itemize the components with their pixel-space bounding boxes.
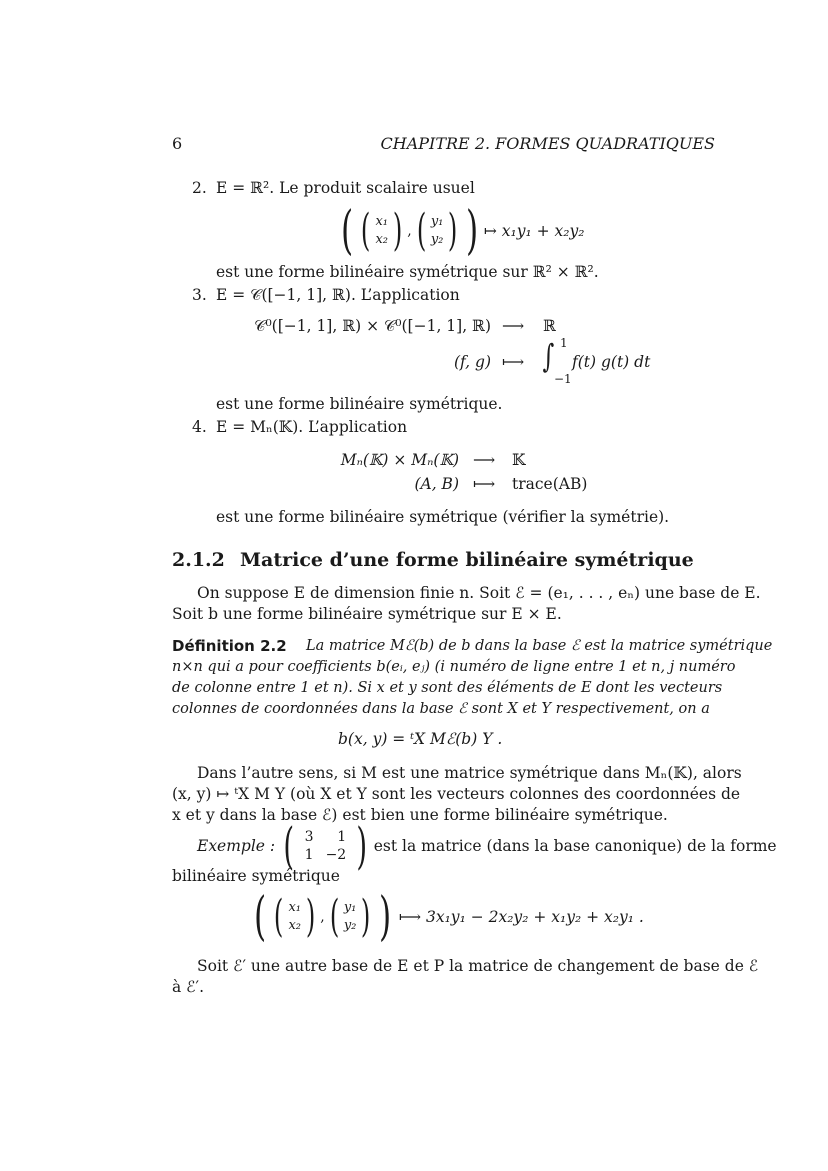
vector-y: y₁ y₂ xyxy=(430,214,444,247)
big-right-paren: ) xyxy=(465,201,478,261)
running-title: CHAPITRE 2. FORMES QUADRATIQUES xyxy=(380,134,715,153)
example-4-codomain: 𝕂 xyxy=(512,451,526,469)
converse-line-2: (x, y) ↦ ᵗX M Y (où X et Y sont les vecteurs colonnes des coordonnées de xyxy=(172,785,741,803)
integral-sign: ∫ xyxy=(542,337,555,375)
example-4-intro: E = Mₙ(𝕂). L’application xyxy=(216,418,408,436)
converse-line-3: x et y dans la base ℰ) est bien une forme bilinéaire symétrique. xyxy=(172,806,668,824)
vector-x: x₁ x₂ xyxy=(288,900,302,933)
closing-line-1: Soit ℰ′ une autre base de E et P la matrice de changement de base de ℰ xyxy=(197,957,759,975)
example-4-number: 4. xyxy=(192,418,207,436)
converse-line-1: Dans l’autre sens, si M est une matrice symétrique dans Mₙ(𝕂), alors xyxy=(197,764,742,782)
section-title: Matrice d’une forme bilinéaire symétrique xyxy=(240,549,694,571)
big-left-paren: ( xyxy=(341,201,354,261)
integral-upper-bound: 1 xyxy=(560,336,568,350)
example-4-domain: Mₙ(𝕂) × Mₙ(𝕂) xyxy=(340,451,459,469)
example-2-number: 2. xyxy=(192,179,207,197)
section-intro-line-2: Soit b une forme bilinéaire symétrique sur E × E. xyxy=(172,605,562,623)
vector-y: y₁ y₂ xyxy=(343,900,357,933)
example-2-after: est une forme bilinéaire symétrique sur ℝ² × ℝ². xyxy=(216,263,599,281)
definition-line-3: de colonne entre 1 et n). Si x et y sont des éléments de E dont les vecteurs xyxy=(172,680,723,696)
example-2-formula: ( ( x₁ x₂ ) , ( y₁ y₂ ) ) ↦ x₁y₁ + x₂y₂ xyxy=(341,201,585,261)
example-3-codomain: ℝ xyxy=(543,317,556,335)
example-3-integrand: f(t) g(t) dt xyxy=(572,353,651,371)
example-4-pair: (A, B) xyxy=(414,475,459,493)
example-3-intro: E = 𝒞([−1, 1], ℝ). L’application xyxy=(216,286,460,304)
exemple-text: est la matrice (dans la base canonique) de la forme xyxy=(373,836,777,855)
definition-line-4: colonnes de coordonnées dans la base ℰ sont X et Y respectivement, on a xyxy=(172,701,710,717)
definition-line-2: n×n qui a pour coefficients b(eᵢ, eⱼ) (i numéro de ligne entre 1 et n, j numéro xyxy=(172,659,736,675)
vector-x: x₁ x₂ xyxy=(375,214,389,247)
exemple-line-2: bilinéaire symétrique xyxy=(172,867,340,885)
exemple-rhs: ⟼ 3x₁y₁ − 2x₂y₂ + x₁y₂ + x₂y₁ . xyxy=(398,907,644,926)
section-intro-line-1: On suppose E de dimension finie n. Soit ℰ = (e₁, . . . , eₙ) une base de E. xyxy=(197,584,761,602)
page-number: 6 xyxy=(172,134,183,153)
example-2-intro: E = ℝ². Le produit scalaire usuel xyxy=(216,179,475,197)
example-2-rhs: ↦ x₁y₁ + x₂y₂ xyxy=(483,221,585,240)
closing-line-2: à ℰ′. xyxy=(172,978,204,996)
exemple-label: Exemple : xyxy=(197,836,276,855)
definition-label: Définition 2.2 xyxy=(172,637,287,655)
section-number: 2.1.2 xyxy=(172,549,225,571)
example-matrix: 3 1 1 −2 xyxy=(304,829,347,863)
exemple-line: Exemple : ( 3 1 1 −2 ) est la matrice (dans la base canonique) de la forme xyxy=(197,817,777,875)
exemple-formula: ( ( x₁ x₂ ) , ( y₁ y₂ ) ) ⟼ 3x₁y₁ − 2x₂y₂ + x₁y₂ + x₂y₁ . xyxy=(254,887,644,947)
example-3-arrow2: ⟼ xyxy=(502,353,525,371)
example-3-after: est une forme bilinéaire symétrique. xyxy=(216,395,503,413)
example-4-image: trace(AB) xyxy=(512,475,588,493)
example-4-arrow1: ⟶ xyxy=(473,451,496,469)
example-4-arrow2: ⟼ xyxy=(473,475,496,493)
example-3-number: 3. xyxy=(192,286,207,304)
integral-lower-bound: −1 xyxy=(554,372,572,386)
example-3-arrow1: ⟶ xyxy=(502,317,525,335)
example-3-pair: (f, g) xyxy=(453,353,491,371)
definition-line-1: La matrice Mℰ(b) de b dans la base ℰ est la matrice symétrique xyxy=(306,638,773,654)
definition-formula: b(x, y) = ᵗX Mℰ(b) Y . xyxy=(338,730,503,748)
example-3-domain: 𝒞⁰([−1, 1], ℝ) × 𝒞⁰([−1, 1], ℝ) xyxy=(254,317,491,335)
example-4-after: est une forme bilinéaire symétrique (vérifier la symétrie). xyxy=(216,508,670,526)
